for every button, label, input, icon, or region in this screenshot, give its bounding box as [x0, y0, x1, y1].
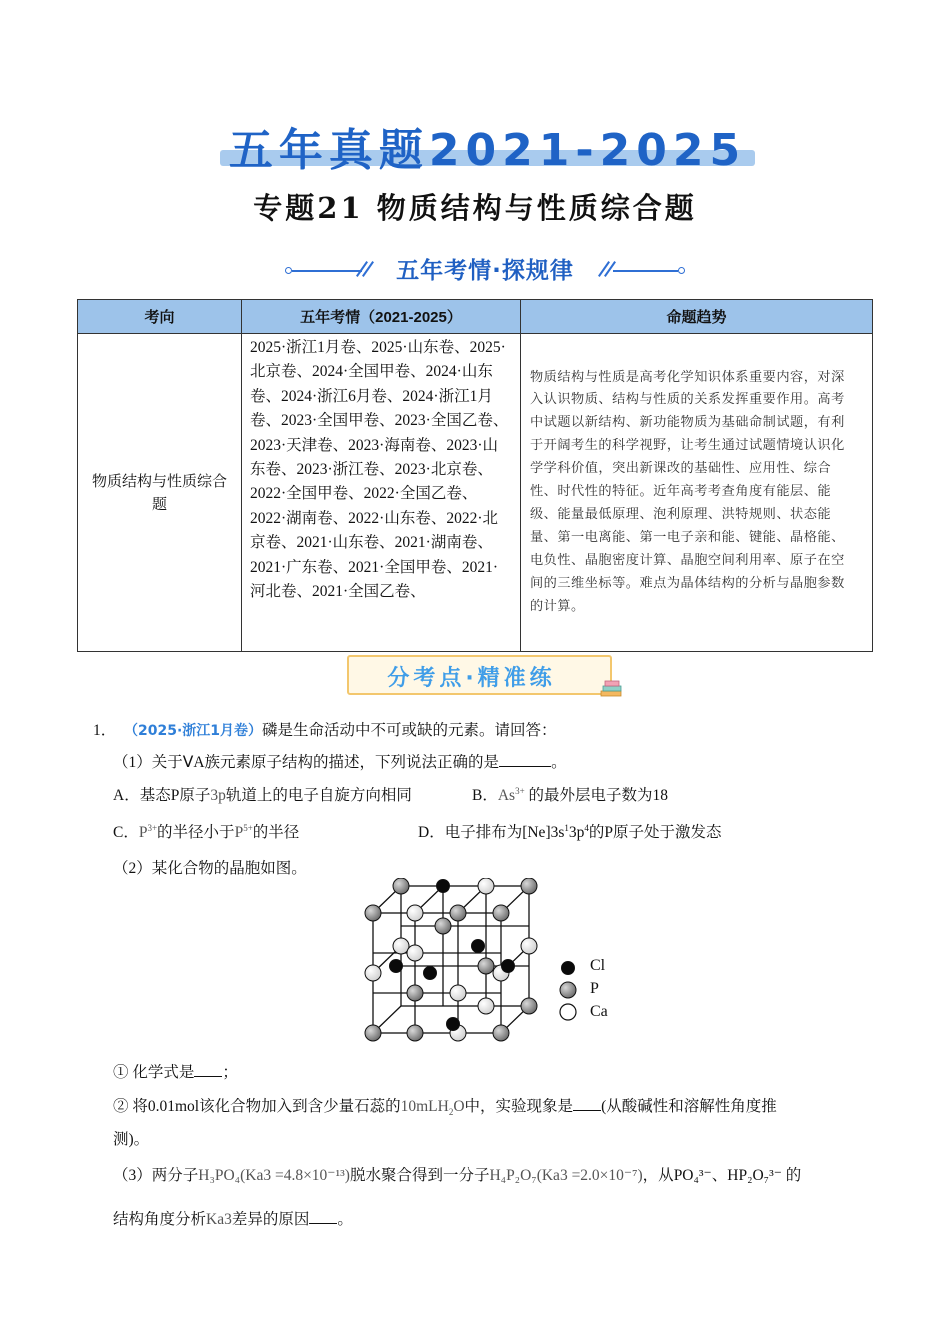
legend-label-p: P: [590, 980, 599, 997]
section-heading-practice: [347, 655, 612, 695]
legend-label-ca: Ca: [590, 1003, 608, 1020]
subquestion-text: 脱水聚合得到一分子: [349, 1167, 490, 1184]
subquestion-text: （2）某化合物的晶胞如图。: [113, 860, 307, 877]
question-text: 磷是生命活动中不可或缺的元素。请回答：: [262, 722, 557, 739]
subquestion-text: 中，实验现象是: [464, 1098, 574, 1115]
option-c-charge-b: 5+: [243, 822, 253, 833]
page-subtitle: 专题21 物质结构与性质综合题: [253, 191, 697, 225]
heading-dot-right: [678, 267, 685, 274]
answer-blank: [499, 753, 551, 767]
option-d: [418, 820, 722, 842]
question-stem: [93, 718, 557, 740]
option-b-charge: 3+: [515, 785, 525, 796]
subquestion-1: （1）关于ⅤA族元素原子结构的描述，下列说法正确的是 。: [113, 754, 567, 771]
subquestion-text: ① 化学式是: [113, 1064, 195, 1081]
option-c: [113, 820, 299, 842]
subquestion-text: (从酸碱性和溶解性角度推: [601, 1098, 777, 1115]
option-a-text-end: 轨道上的电子自旋方向相同: [225, 787, 412, 804]
topic-cell: 物质结构与性质综合题: [78, 334, 242, 652]
question-source: （2025·浙江1月卷）: [124, 723, 263, 739]
subquestion-text: 的: [785, 1167, 802, 1184]
subquestion-2-2-cont: [113, 1127, 149, 1149]
trend-cell: 物质结构与性质是高考化学知识体系重要内容，对深入认识物质、结构与性质的关系发挥重要作用。高考中试题以新结构、新功能物质为基础命制试题，有利于开阔考生的科学视野，让考生通过试题情境认识化学学科价值，突出新课改的基础性、应用性、综合性、时代性的特征。近年高考考查角度有能层、能级、能量最低原理、泡利原理、洪特规则、状态能量、第一电离能、第一电子亲和能、键能、晶格能、电负性、晶胞密度计算、晶胞空间利用率、原子在空间的三维坐标等。难点为晶体结构的分析与晶胞参数的计算。: [521, 334, 873, 652]
section-title: 五年考情·探规律: [396, 258, 574, 284]
answer-blank: [194, 1063, 222, 1077]
option-d-config-sup: 4: [584, 822, 589, 833]
subquestion-2-1: [113, 1060, 238, 1082]
option-c-ion-b: P: [234, 824, 244, 841]
heading-dot-left: [285, 267, 292, 274]
option-a-text: A．基态P原子: [113, 787, 211, 804]
subquestion-text: 测)。: [113, 1131, 150, 1148]
option-d-config: [Ne]3s: [522, 824, 565, 841]
option-b-label: B．: [472, 787, 498, 804]
option-c-ion-a: P: [138, 824, 148, 841]
column-header: 五年考情（2021-2025）: [242, 300, 521, 334]
banner-title: 五年真题2021-2025: [228, 125, 747, 176]
punctuation: 。: [337, 1211, 353, 1228]
subquestion-text: （3）两分子: [113, 1167, 199, 1184]
option-b-ion: As: [497, 787, 516, 804]
legend-label-cl: Cl: [590, 957, 606, 974]
section-heading-trends: [285, 250, 685, 288]
legend-markers: [558, 958, 578, 1022]
question-number: 1．: [93, 722, 117, 739]
option-d-text-end: 的P原子处于激发态: [588, 824, 722, 841]
subquestion-2-2: [113, 1094, 777, 1117]
answer-blank: [309, 1210, 337, 1224]
heading-line-left: [292, 270, 362, 272]
ion-formula-1: PO₄³⁻: [673, 1167, 712, 1184]
option-a: [113, 783, 412, 805]
subscript: 2: [448, 1107, 454, 1118]
heading-line-right: [613, 270, 678, 272]
table-row: [78, 334, 873, 652]
acid-formula-2: H₄P₂O₇: [489, 1167, 537, 1184]
subquestion-text: 结构角度分析: [113, 1211, 207, 1228]
acid-constant-1: (Ka3 =4.8×10⁻¹³): [240, 1167, 350, 1184]
option-d-config: 3p: [568, 824, 585, 841]
column-header: 考向: [78, 300, 242, 334]
subquestion-text: ② 将0.01mol该化合物加入到含少量石蕊的: [113, 1098, 401, 1115]
option-a-orbital: 3p: [210, 787, 226, 804]
exams-cell: 2025·浙江1月卷、2025·山东卷、2025·北京卷、2024·全国甲卷、2024·山东卷、2024·浙江6月卷、2024·浙江1月卷、2023·全国甲卷、2023·全国乙卷、2023·天津卷、2023·海南卷、2023·山东卷、2023·浙江卷、2023·北京卷、2022·全国甲卷、2022·全国乙卷、2022·湖南卷、2022·山东卷、2022·北京卷、2021·山东卷、2021·湖南卷、2021·广东卷、2021·全国甲卷、2021·河北卷、2021·全国乙卷、: [242, 334, 521, 652]
constant-symbol: Ka3: [206, 1211, 232, 1228]
exam-info-table: [77, 299, 873, 652]
title-banner: [220, 112, 755, 176]
option-c-charge-a: 3+: [147, 822, 158, 833]
subquestion-2: [113, 856, 307, 878]
subquestion-text: ，从: [642, 1167, 674, 1184]
subquestion-3-cont: [113, 1207, 353, 1229]
subquestion-text: （1）关于ⅤA族元素原子结构的描述，下列说法正确的是: [113, 754, 500, 771]
volume-expr: 10mLH: [400, 1098, 449, 1115]
books-icon: [599, 679, 625, 699]
option-c-text-end: 的半径: [252, 824, 300, 841]
acid-formula-1: H₃PO₄: [198, 1167, 241, 1184]
section-title: 分考点·精准练: [387, 666, 556, 691]
option-c-label: C．: [113, 824, 139, 841]
volume-expr-end: O: [453, 1098, 465, 1115]
unit-cell-diagram: [358, 878, 548, 1048]
subquestion-text: 差异的原因: [231, 1211, 310, 1228]
subquestion-3: [113, 1163, 801, 1185]
option-d-config-sup: 1: [564, 822, 569, 833]
separator: 、: [711, 1167, 728, 1184]
option-b-text: 的最外层电子数为18: [528, 787, 669, 804]
answer-blank: [573, 1097, 601, 1111]
option-b: [472, 783, 668, 805]
acid-constant-2: (Ka3 =2.0×10⁻⁷): [536, 1167, 643, 1184]
column-header: 命题趋势: [521, 300, 873, 334]
option-d-text: D．电子排布为: [418, 824, 523, 841]
ion-formula-2: HP₂O₇³⁻: [727, 1167, 782, 1184]
punctuation: ；: [222, 1064, 238, 1081]
option-c-text: 的半径小于: [157, 824, 235, 841]
